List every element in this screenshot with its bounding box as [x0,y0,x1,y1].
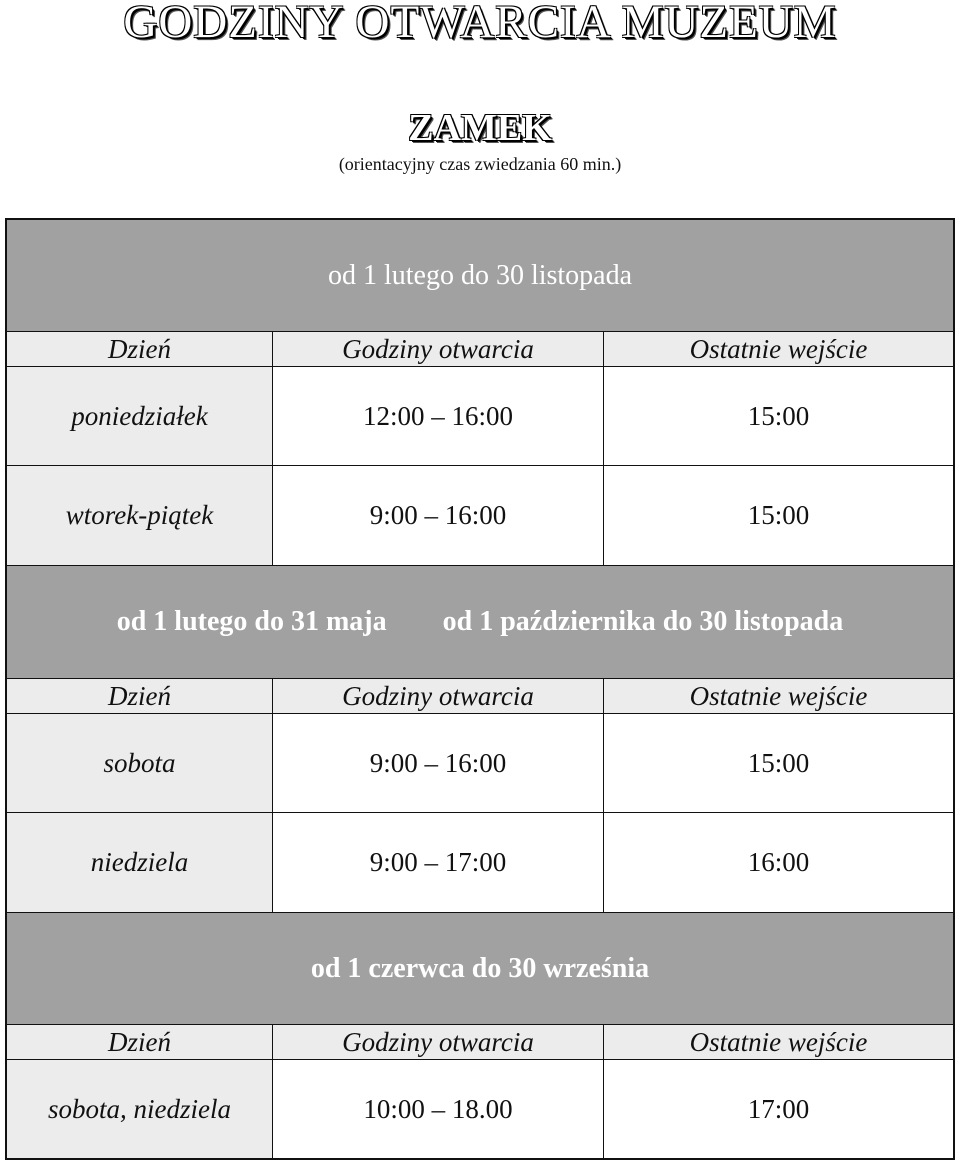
day-cell: niedziela [7,813,273,912]
hours-cell: 9:00 – 16:00 [273,714,604,812]
period-row [7,913,953,1025]
period-row [7,566,953,679]
last-entry-cell: 15:00 [604,466,953,565]
last-entry-cell: 17:00 [604,1060,953,1158]
visit-duration-note: (orientacyjny czas zwiedzania 60 min.) [338,154,622,174]
period-label [7,220,953,331]
period-row [7,220,953,332]
column-header-hours: Godziny otwarcia [273,332,604,366]
last-entry-cell: 15:00 [604,714,953,812]
period-label [7,913,953,1024]
column-header-last-entry: Ostatnie wejście [604,1025,953,1059]
table-row [7,1060,953,1158]
day-cell: poniedziałek [7,367,273,465]
period-range: od 1 lutego do 30 listopada [327,259,633,291]
column-header-row [7,679,953,714]
period-range: od 1 czerwca do 30 września [310,952,650,984]
day-cell: sobota [7,714,273,812]
hours-cell: 12:00 – 16:00 [273,367,604,465]
day-cell: sobota, niedziela [7,1060,273,1158]
column-header-day: Dzień [7,679,273,713]
opening-hours-table [5,218,955,1160]
column-header-day: Dzień [7,332,273,366]
building-title: ZAMEK [408,107,552,149]
column-header-hours: Godziny otwarcia [273,679,604,713]
day-cell: wtorek-piątek [7,466,273,565]
column-header-last-entry: Ostatnie wejście [604,679,953,713]
column-header-hours: Godziny otwarcia [273,1025,604,1059]
period-range: od 1 października do 30 listopada [442,606,844,637]
last-entry-cell: 15:00 [604,367,953,465]
hours-cell: 9:00 – 17:00 [273,813,604,912]
table-row [7,367,953,466]
table-row [7,466,953,566]
period-range: od 1 lutego do 31 maja [116,606,387,637]
period-label [7,566,953,678]
column-header-day: Dzień [7,1025,273,1059]
column-header-row [7,1025,953,1060]
column-header-row [7,332,953,367]
page-title: GODZINY OTWARCIA MUZEUM [123,0,837,48]
table-row [7,714,953,813]
column-header-last-entry: Ostatnie wejście [604,332,953,366]
table-row [7,813,953,913]
hours-cell: 10:00 – 18.00 [273,1060,604,1158]
last-entry-cell: 16:00 [604,813,953,912]
hours-cell: 9:00 – 16:00 [273,466,604,565]
